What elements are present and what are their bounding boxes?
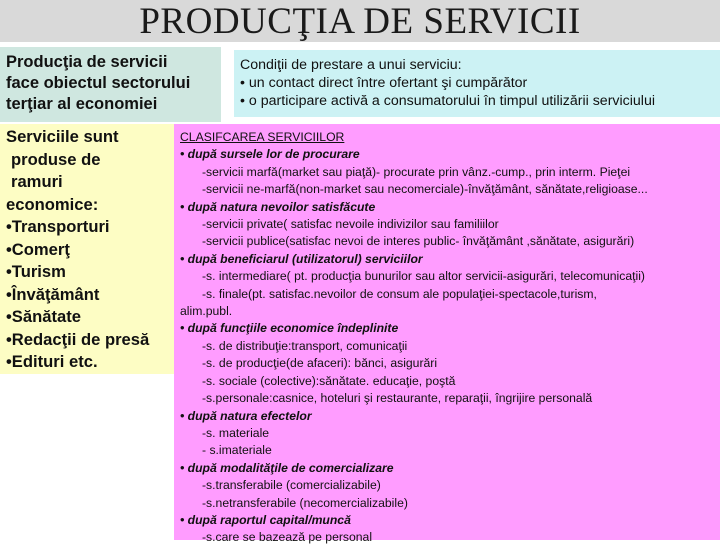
conditions-item: • un contact direct între ofertant şi cumpărător bbox=[240, 75, 528, 91]
classification-line: -s.netransferabile (necomercializabile) bbox=[202, 495, 408, 510]
classification-line: -s. de producţie(de afaceri): bănci, asigurări bbox=[202, 356, 438, 371]
classification-criterion: • după beneficiarul (utilizatorul) serviciilor bbox=[180, 251, 423, 266]
branch-item: •Comerţ bbox=[6, 239, 70, 259]
definition-box bbox=[0, 47, 221, 122]
classification-criterion: • după modalităţile de comercializare bbox=[180, 460, 394, 475]
classification-line: -s. finale(pt. satisfac.nevoilor de consum ale populaţiei-spectacole,turism, bbox=[202, 286, 597, 301]
classification-line: -s.transferabile (comercializabile) bbox=[202, 478, 381, 493]
branch-item: •Redacţii de presă bbox=[6, 329, 150, 349]
branch-item: •Transporturi bbox=[6, 217, 110, 236]
classification-line: -s. materiale bbox=[202, 425, 270, 440]
branch-item: •Învăţământ bbox=[6, 284, 100, 304]
branches-intro-line: produse de bbox=[11, 149, 101, 169]
conditions-item: • o participare activă a consumatorului în timpul utilizării serviciului bbox=[240, 93, 655, 109]
classification-line: alim.publ. bbox=[180, 304, 233, 319]
definition-line: terţiar al economiei bbox=[6, 95, 158, 113]
classification-line: -servicii private( satisfac nevoile indivizilor sau familiilor bbox=[202, 217, 499, 232]
definition-line: face obiectul sectorului bbox=[6, 74, 191, 92]
definition-line: Producţia de servicii bbox=[6, 53, 168, 71]
title-bar bbox=[0, 0, 720, 42]
branches-box bbox=[0, 124, 174, 374]
classification-line: -s. de distribuţie:transport, comunicaţii bbox=[202, 338, 408, 353]
branches-intro-line: Serviciile sunt bbox=[6, 127, 119, 146]
classification-line: -servicii ne-marfă(non-market sau necomerciale)-învăţământ, sănătate,religioase... bbox=[202, 182, 648, 197]
classification-line: -servicii publice(satisfac nevoi de interes public- învăţământ ,sănătate, asigurări) bbox=[202, 234, 635, 249]
conditions-box bbox=[234, 50, 720, 117]
classification-line: - s.imateriale bbox=[202, 443, 272, 458]
classification-line: -servicii marfă(market sau piaţă)- procurate prin vânz.-cump., prin interm. Pieţei bbox=[202, 164, 631, 179]
classification-box bbox=[174, 124, 720, 545]
classification-line: -s.personale:casnice, hoteluri şi restaurante, reparaţii, îngrijire personală bbox=[202, 391, 593, 406]
conditions-heading: Condiţii de prestare a unui serviciu: bbox=[240, 57, 462, 73]
branches-intro-line: economice: bbox=[6, 194, 99, 214]
branch-item: •Turism bbox=[6, 262, 66, 281]
classification-title: CLASIFCAREA SERVICIILOR bbox=[180, 130, 345, 144]
classification-criterion: • după raportul capital/muncă bbox=[180, 512, 351, 527]
branch-item: •Edituri etc. bbox=[6, 352, 98, 371]
branch-item: •Sănătate bbox=[6, 307, 81, 326]
classification-criterion: • după natura efectelor bbox=[180, 408, 312, 423]
classification-criterion: • după natura nevoilor satisfăcute bbox=[180, 199, 376, 214]
classification-criterion: • după sursele lor de procurare bbox=[180, 147, 360, 162]
branches-intro-line: ramuri bbox=[11, 172, 63, 191]
classification-line: -s.care se bazează pe personal bbox=[202, 530, 373, 545]
classification-line: -s. sociale (colective):sănătate. educaţie, poştă bbox=[202, 373, 456, 388]
slide-title: PRODUCŢIA DE SERVICII bbox=[139, 1, 581, 42]
classification-criterion: • după funcţiile economice îndeplinite bbox=[180, 321, 399, 336]
classification-line: -s. intermediare( pt. producţia bunurilor sau altor servicii-asigurări, telecomunicaţii) bbox=[202, 269, 645, 284]
